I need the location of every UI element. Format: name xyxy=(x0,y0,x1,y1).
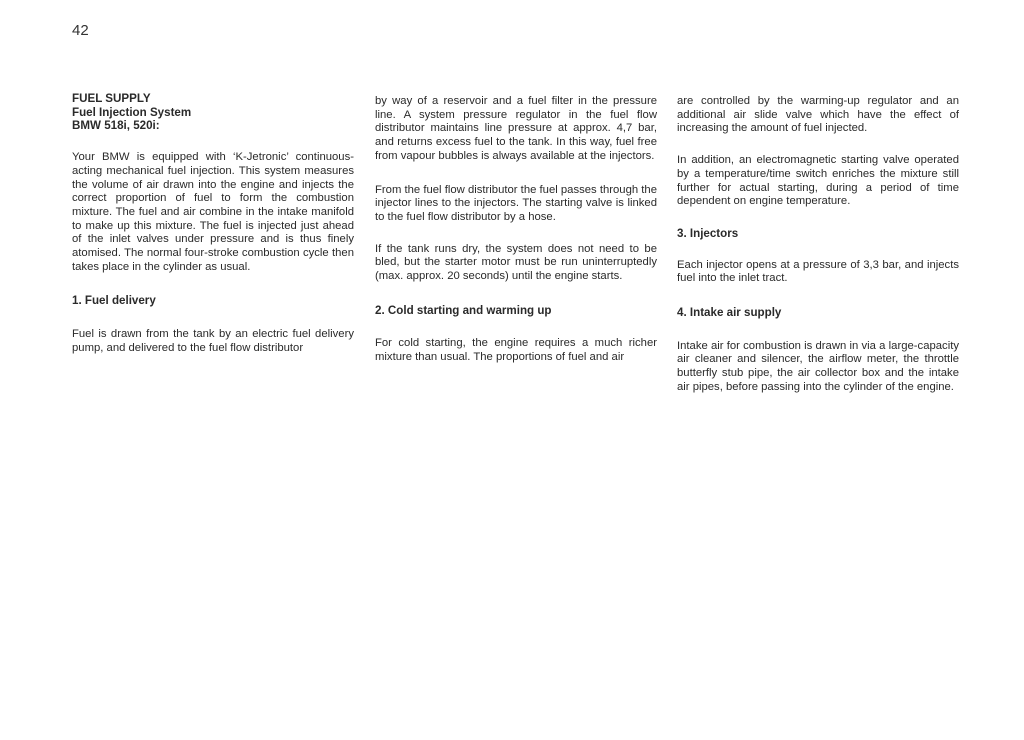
intake-air-paragraph: Intake air for combustion is drawn in via a large-capacity air cleaner and silencer, the airflow meter, the throttle butterfly stub pipe, the air collector box and the intake air pipes, before passing into the cylinder of the engine. xyxy=(677,339,959,393)
section-heading-fuel-delivery: 1. Fuel delivery xyxy=(72,294,156,308)
starting-valve-paragraph: In addition, an electromagnetic starting valve operated by a temperature/time switch enriches the mixture still further for actual starting, during a period of time dependent on engine temperature. xyxy=(677,154,959,208)
subsection-title-line-2: BMW 518i, 520i: xyxy=(72,119,160,133)
column-3 xyxy=(677,95,959,395)
page-number: 42 xyxy=(72,22,89,39)
section-heading-injectors: 3. Injectors xyxy=(677,226,739,240)
section-title: FUEL SUPPLY xyxy=(72,92,151,105)
warming-up-regulator-paragraph: are controlled by the warming-up regulator and an additional air slide valve which have the effect of increasing the amount of fuel injected. xyxy=(677,95,959,135)
fuel-delivery-paragraph: Fuel is drawn from the tank by an electric fuel delivery pump, and delivered to the fuel flow distributor xyxy=(72,328,354,354)
intro-paragraph: Your BMW is equipped with ‘K-Jetronic’ continuous-acting mechanical fuel injection. This system measures the volume of air drawn into the engine and injects the correct proportion of fuel to form the combustion mixture. The fuel and air combine in the intake manifold to make up this mixture. The fuel is injected just ahead of the inlet valves under pressure and is thus finely atomised. The normal four-stroke combustion cycle then takes place in the cylinder as usual. xyxy=(72,151,354,273)
column-2 xyxy=(375,95,657,365)
section-heading-intake-air: 4. Intake air supply xyxy=(677,306,782,320)
injector-lines-paragraph: From the fuel flow distributor the fuel passes through the injector lines to the injectors. The starting valve is linked to the fuel flow distributor by a hose. xyxy=(375,183,657,223)
reservoir-paragraph: by way of a reservoir and a fuel filter in the pressure line. A system pressure regulator in the fuel flow distributor maintains line pressure at approx. 4,7 bar, and returns excess fuel to the tank. In this way, fuel free from vapour bubbles is always available at the injectors. xyxy=(375,95,657,162)
column-1 xyxy=(72,92,354,356)
section-heading-cold-starting: 2. Cold starting and warming up xyxy=(375,303,552,317)
subsection-title-line-1: Fuel Injection System xyxy=(72,105,192,119)
injectors-paragraph: Each injector opens at a pressure of 3,3 bar, and injects fuel into the inlet tract. xyxy=(677,258,959,285)
cold-starting-paragraph: For cold starting, the engine requires a much richer mixture than usual. The proportions of fuel and air xyxy=(375,337,657,364)
tank-runs-dry-paragraph: If the tank runs dry, the system does not need to be bled, but the starter motor must be run uninterruptedly (max. approx. 20 seconds) until the engine starts. xyxy=(375,242,657,283)
